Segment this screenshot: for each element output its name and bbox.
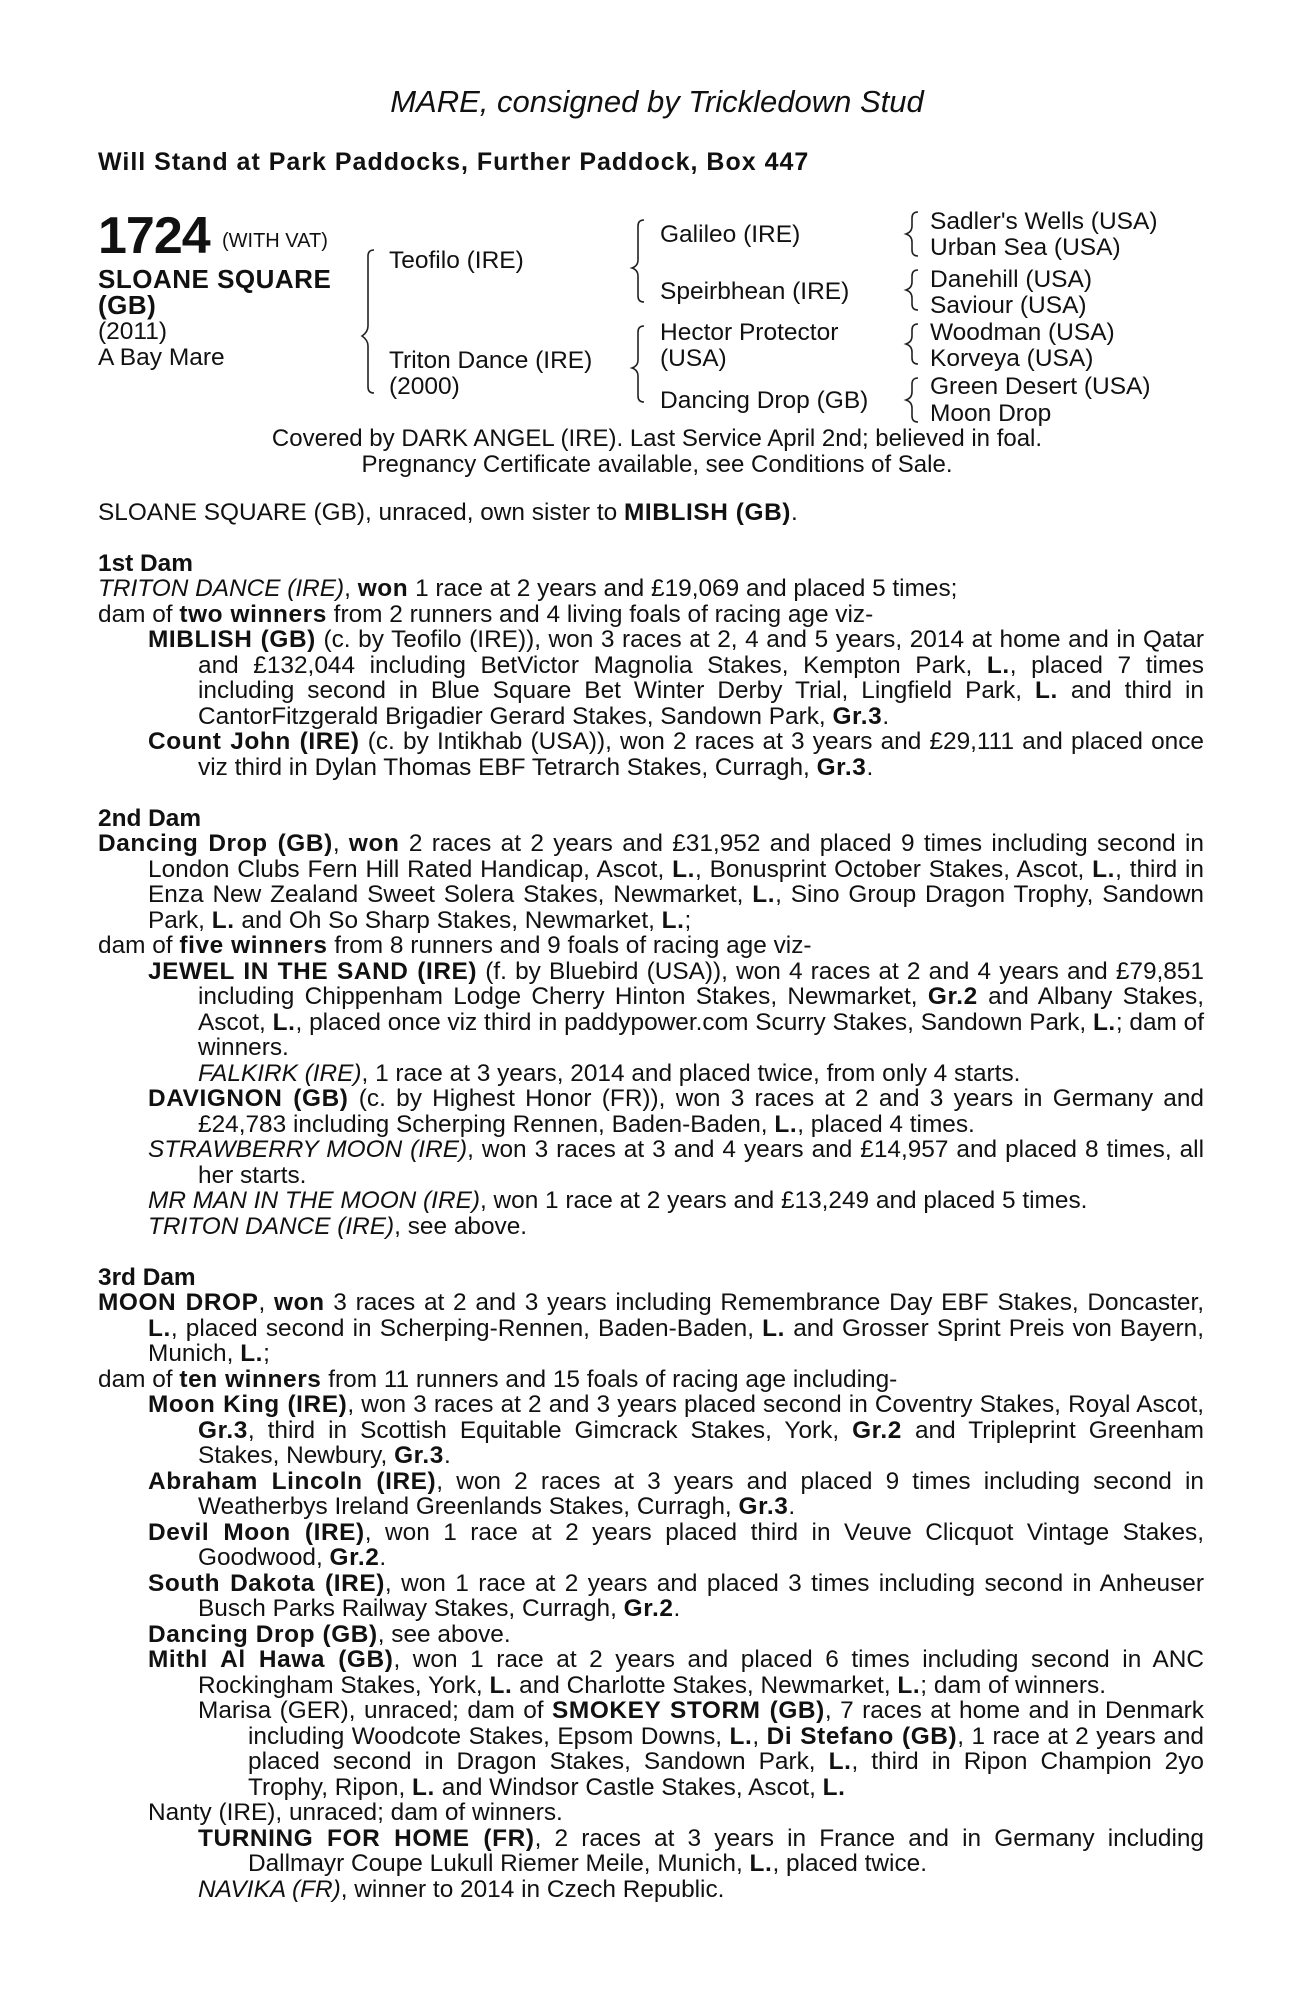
pedigree-sire: Teofilo (IRE) [389,247,524,274]
pedigree-g3-4: Saviour (USA) [930,292,1087,319]
bracket-gen3-2 [906,270,918,310]
pedigree-sire-dam: Speirbhean (IRE) [660,278,850,305]
section-2nd-dam: 2nd Dam [98,804,202,832]
dam2-entry-triton: TRITON DANCE (IRE), see above. [148,1212,528,1240]
pedigree-g3-7: Green Desert (USA) [930,373,1151,400]
dam3-entry-nanty: Nanty (IRE), unraced; dam of winners. [148,1799,563,1826]
dam3-entry-marisa: Marisa (GER), unraced; dam of SMOKEY STORM (GB), 7 races at home and in Denmark including Woodcote Stakes, Epsom Downs, L., Di Stefano (GB), 1 race at 2 years and placed second in Dragon Stakes, Sandown Park, L., third in Ripon Champion 2yo Trophy, Ripon, L. and Windsor Castle Stakes, Ascot, L. [198,1697,1204,1801]
pedigree-dam-sire-origin: (USA) [660,345,727,372]
section-1st-dam: 1st Dam [98,549,193,577]
bracket-gen2-dam [632,326,644,402]
pedigree-g3-5: Woodman (USA) [930,319,1115,346]
bracket-gen3-1 [906,212,918,256]
pedigree-dam-dam: Dancing Drop (GB) [660,387,869,414]
horse-origin: (GB) [98,290,157,320]
pedigree-g3-1: Sadler's Wells (USA) [930,208,1158,235]
vat-note: (WITH VAT) [222,230,328,252]
produce-record [98,500,1204,1902]
covering-note: Covered by DARK ANGEL (IRE). Last Service April 2nd; believed in foal. [271,425,1043,452]
bracket-gen2-sire [632,220,644,302]
dam2-entry-davignon: DAVIGNON (GB) (c. by Highest Honor (FR)), won 3 races at 2 and 3 years in Germany and £24,783 including Scherping Rennen, Baden-Baden, L., placed 4 times. [148,1085,1204,1138]
horse-description: A Bay Mare [98,344,225,371]
catalogue-header: MARE, consigned by Trickledown Stud [390,84,924,119]
pedigree-g3-6: Korveya (USA) [930,345,1094,372]
pedigree-g3-3: Danehill (USA) [930,266,1093,293]
dam1-entry-miblish: MIBLISH (GB) (c. by Teofilo (IRE)), won 3 races at 2, 4 and 5 years, 2014 at home and in Qatar and £132,044 including BetVictor Magnolia Stakes, Kempton Park, L., placed 7 times including second in Blue Square Bet Winter Derby Trial, Lingfield Park, L. and third in CantorFitzgerald Brigadier Gerard Stakes, Sandown Park, Gr.3. [148,626,1204,730]
bracket-gen3-3 [906,324,918,364]
dam3-summary: MOON DROP, won 3 races at 2 and 3 years including Remembrance Day EBF Stakes, Doncaster, L., placed second in Scherping-Rennen, Baden-Baden, L. and Grosser Sprint Preis von Bayern, Munich, L.; [98,1289,1205,1367]
bracket-gen3-4 [906,378,918,422]
intro-line: SLOANE SQUARE (GB), unraced, own sister to MIBLISH (GB). [98,499,798,526]
dam2-entry-strawberry: STRAWBERRY MOON (IRE), won 3 races at 3 and 4 years and £14,957 and placed 8 times, all her starts. [148,1136,1204,1189]
foaling-year: (2011) [98,318,168,345]
dam2-produce-summary: dam of five winners from 8 runners and 9 foals of racing age viz- [98,932,812,959]
dam3-entry-abraham: Abraham Lincoln (IRE), won 2 races at 3 years and placed 9 times including second in Weatherbys Ireland Greenlands Stakes, Curragh, Gr.3. [148,1467,1204,1520]
pedigree-g3-2: Urban Sea (USA) [930,234,1121,261]
dam2-entry-falkirk: FALKIRK (IRE), 1 race at 3 years, 2014 and placed twice, from only 4 starts. [198,1059,1021,1087]
section-3rd-dam: 3rd Dam [98,1263,196,1291]
bracket-gen1 [362,250,374,393]
dam1-produce-summary: dam of two winners from 2 runners and 4 living foals of racing age viz- [98,600,874,628]
stand-location: Will Stand at Park Paddocks, Further Paddock, Box 447 [98,148,810,176]
dam3-entry-navika: NAVIKA (FR), winner to 2014 in Czech Republic. [198,1875,725,1903]
pedigree-g3-8: Moon Drop [930,400,1052,427]
dam3-entry-south-dakota: South Dakota (IRE), won 1 race at 2 years and placed 3 times including second in Anheuser Busch Parks Railway Stakes, Curragh, Gr.2. [148,1569,1204,1622]
pedigree-sire-sire: Galileo (IRE) [660,221,801,248]
dam3-entry-devil-moon: Devil Moon (IRE), won 1 race at 2 years placed third in Veuve Clicquot Vintage Stakes, Goodwood, Gr.2. [148,1518,1204,1571]
dam2-entry-mr-man: MR MAN IN THE MOON (IRE), won 1 race at 2 years and £13,249 and placed 5 times. [148,1187,1088,1214]
pregnancy-note: Pregnancy Certificate available, see Conditions of Sale. [361,451,953,478]
dam3-produce-summary: dam of ten winners from 11 runners and 15 foals of racing age including- [98,1365,898,1393]
pedigree-dam: Triton Dance (IRE) [389,347,593,374]
dam3-entry-mithl: Mithl Al Hawa (GB), won 1 race at 2 years and placed 6 times including second in ANC Rockingham Stakes, York, L. and Charlotte Stakes, Newmarket, L.; dam of winners. [148,1646,1204,1699]
dam3-entry-turning: TURNING FOR HOME (FR), 2 races at 3 years in France and in Germany including Dallmayr Coupe Lukull Riemer Meile, Munich, L., placed twice. [198,1824,1204,1877]
lot-number: 1724 [98,207,210,265]
dam2-entry-jewel: JEWEL IN THE SAND (IRE) (f. by Bluebird (USA)), won 4 races at 2 and 4 years and £79,851 including Chippenham Lodge Cherry Hinton Stakes, Newmarket, Gr.2 and Albany Stakes, Ascot, L., placed once viz third in paddypower.com Scurry Stakes, Sandown Park, L.; dam of winners. [148,957,1204,1061]
dam1-entry-count-john: Count John (IRE) (c. by Intikhab (USA)), won 2 races at 3 years and £29,111 and placed once viz third in Dylan Thomas EBF Tetrarch Stakes, Curragh, Gr.3. [148,728,1204,781]
dam1-summary: TRITON DANCE (IRE), won 1 race at 2 years and £19,069 and placed 5 times; [98,575,958,602]
dam2-summary: Dancing Drop (GB), won 2 races at 2 years and £31,952 and placed 9 times including second in London Clubs Fern Hill Rated Handicap, Ascot, L., Bonusprint October Stakes, Ascot, L., third in Enza New Zealand Sweet Solera Stakes, Newmarket, L., Sino Group Dragon Trophy, Sandown Park, L. and Oh So Sharp Stakes, Newmarket, L.; [98,830,1204,934]
horse-name: SLOANE SQUARE [98,264,332,294]
pedigree-dam-sire: Hector Protector [660,319,839,346]
pedigree-dam-year: (2000) [389,373,460,400]
dam3-entry-moon-king: Moon King (IRE), won 3 races at 2 and 3 years placed second in Coventry Stakes, Royal Ascot, Gr.3, third in Scottish Equitable Gimcrack Stakes, York, Gr.2 and Tripleprint Greenham Stakes, Newbury, Gr.3. [148,1391,1204,1469]
dam3-entry-dancing-drop: Dancing Drop (GB), see above. [148,1620,511,1648]
